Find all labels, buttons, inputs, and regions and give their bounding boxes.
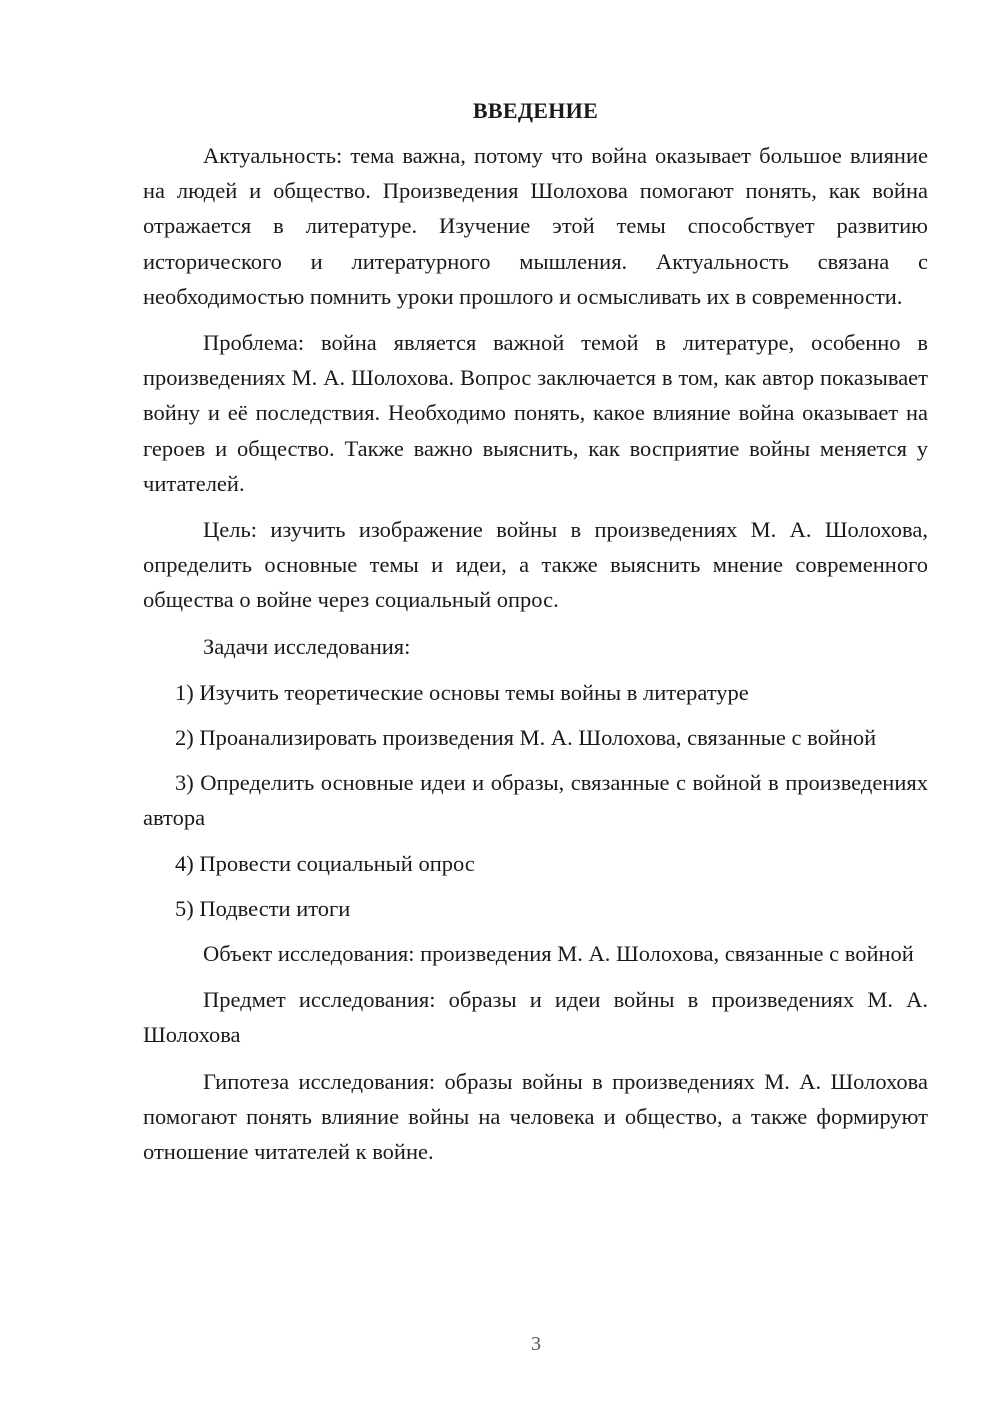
tasks-list [143, 675, 928, 926]
page-number: 3 [531, 1333, 541, 1355]
page-content [143, 94, 928, 1180]
relevance-paragraph: Актуальность: тема важна, потому что война оказывает большое влияние на людей и общество. Произведения Шолохова помогают понять, как война отражается в литературе. Изучение этой темы способствует развитию исторического и литературного мышления. Актуальность связана с необходимостью помнить уроки прошлого и осмысливать их в современности. [143, 143, 928, 309]
list-item: 2) Проанализировать произведения М. А. Шолохова, связанные с войной [175, 725, 877, 751]
hypothesis-paragraph: Гипотеза исследования: образы войны в произведениях М. А. Шолохова помогают понять влияние войны на человека и общество, а также формируют отношение читателей к войне. [143, 1068, 928, 1165]
problem-paragraph: Проблема: война является важной темой в литературе, особенно в произведениях М. А. Шолохова. Вопрос заключается в том, как автор показывает войну и её последствия. Необходимо понять, какое влияние война оказывает на героев и общество. Также важно выяснить, как восприятие войны меняется у читателей. [143, 330, 928, 496]
list-item: 1) Изучить теоретические основы темы войны в литературе [175, 679, 749, 705]
list-item: 5) Подвести итоги [175, 895, 351, 921]
tasks-heading: Задачи исследования: [203, 633, 411, 659]
list-item: 3) Определить основные идеи и образы, связанные с войной в произведениях автора [143, 770, 928, 831]
subject-paragraph: Предмет исследования: образы и идеи войны в произведениях М. А. Шолохова [143, 987, 928, 1048]
page-title: ВВЕДЕНИЕ [472, 98, 599, 123]
goal-paragraph: Цель: изучить изображение войны в произведениях М. А. Шолохова, определить основные темы и идеи, а также выяснить мнение современного общества о войне через социальный опрос. [143, 517, 928, 613]
object-paragraph: Объект исследования: произведения М. А. Шолохова, связанные с войной [203, 941, 914, 967]
list-item: 4) Провести социальный опрос [175, 850, 475, 876]
